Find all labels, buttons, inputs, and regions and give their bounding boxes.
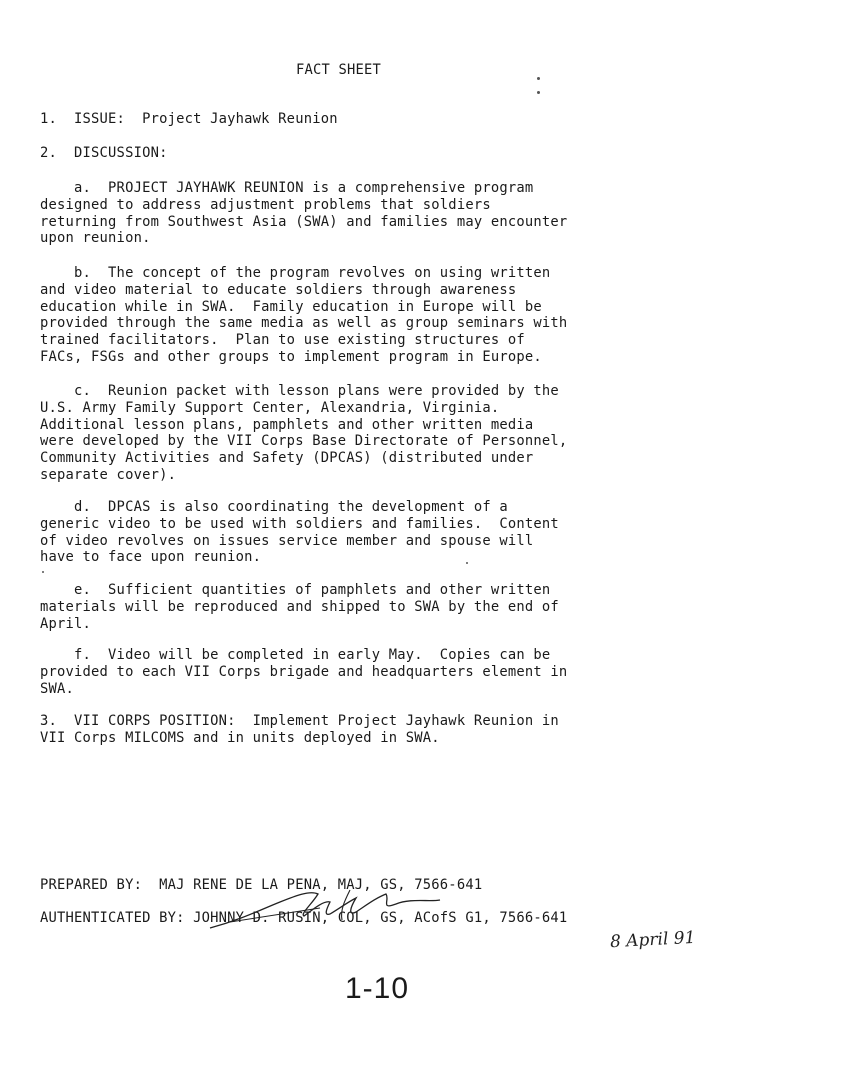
page-number: 1-10 (345, 972, 410, 1005)
paragraph-e: e. Sufficient quantities of pamphlets and other written materials will be reproduced and shipped to SWA by the end of April. (40, 582, 559, 632)
handwritten-date: 8 April 91 (609, 927, 696, 953)
page-title: FACT SHEET (296, 62, 382, 78)
discussion-heading: 2. DISCUSSION: (40, 145, 168, 161)
paragraph-f: f. Video will be completed in early May. Copies can be provided to each VII Corps brigade and headquarters element in SWA. (40, 647, 568, 697)
corps-position: 3. VII CORPS POSITION: Implement Project Jayhawk Reunion in VII Corps MILCOMS and in units deployed in SWA. (40, 713, 559, 746)
authenticated-by-line: AUTHENTICATED BY: JOHNNY D. RUSIN, COL, GS, ACofS G1, 7566-641 (40, 910, 568, 926)
signature-scribble-icon (200, 880, 460, 940)
paragraph-d: d. DPCAS is also coordinating the development of a generic video to be used with soldiers and families. Content of video revolves on issues service member and spouse will have to face upon reunion. (40, 499, 559, 566)
scan-speck (537, 91, 540, 94)
paragraph-b: b. The concept of the program revolves on using written and video material to educate soldiers through awareness education while in SWA. Family education in Europe will be provided through the same media as well as group seminars with trained facilitators. Plan to use existing structures of FACs, FSGs and other groups to implement program in Europe. (40, 265, 568, 365)
scan-speck (537, 77, 540, 80)
prepared-by-line: PREPARED BY: MAJ RENE DE LA PENA, MAJ, GS, 7566-641 (40, 877, 483, 893)
paragraph-c: c. Reunion packet with lesson plans were provided by the U.S. Army Family Support Center, Alexandria, Virginia. Additional lesson plans, pamphlets and other written media were developed by the VII Corps Base Directorate of Personnel, Community Activities and Safety (DPCAS) (distributed under separate cover). (40, 383, 568, 483)
paragraph-a: a. PROJECT JAYHAWK REUNION is a comprehensive program designed to address adjustment problems that soldiers returning from Southwest Asia (SWA) and families may encounter upon reunion. (40, 180, 568, 247)
issue-line: 1. ISSUE: Project Jayhawk Reunion (40, 111, 338, 127)
scan-speck (42, 571, 44, 573)
scan-speck (466, 562, 468, 564)
